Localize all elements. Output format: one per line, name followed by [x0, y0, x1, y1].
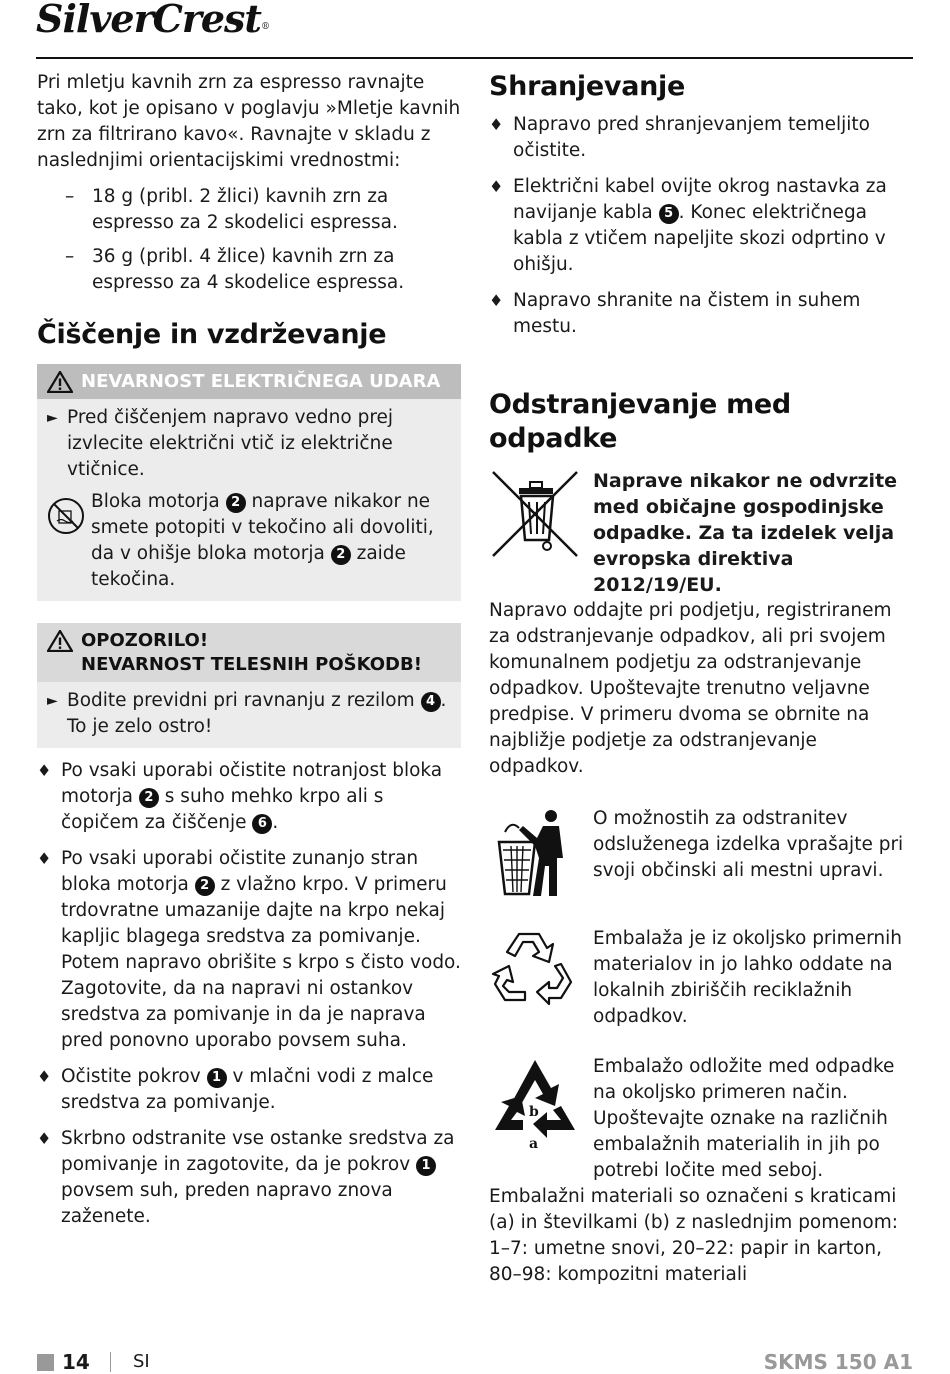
list-item: ► Bodite previdni pri ravnanju z rezilom 4 . To je zelo ostro!	[47, 690, 447, 737]
part-number-badge: 2	[195, 876, 215, 896]
warning-triangle-icon	[47, 630, 73, 652]
list-item: ♦ Skrbno odstranite vse ostanke sredstva za pomivanje in zagotovite, da je pokrov 1 povsem suh, preden napravo znova zaženete.	[37, 1128, 455, 1227]
part-number-badge: 1	[207, 1068, 227, 1088]
crossed-bin-icon	[489, 468, 581, 560]
footer-square-icon	[37, 1354, 54, 1371]
part-number-badge: 4	[421, 692, 441, 712]
recycle-icon	[489, 926, 577, 1006]
disposal-warning: Naprave nikakor ne odvrzite med običajne gospodinjske odpadke. Za ta izdelek velja evropska direktiva 2012/19/EU.	[593, 470, 898, 596]
storage-bullets	[489, 112, 913, 340]
packaging-text: Embalažo odložite med odpadke na okoljsko primeren način. Upoštevajte oznake na različnih embalažnih materialih in jih po potrebi ločite med seboj.	[593, 1056, 895, 1181]
bin-block	[489, 806, 913, 884]
right-column	[489, 70, 913, 1288]
disposal-paragraph: Napravo oddajte pri podjetju, registriranem za odstranjevanje odpadkov, ali pri svojem komunalnem podjetju za odstranjevanje odpadkov. Upoštevajte trenutno veljavne predpise. V primeru dvoma se obrnite na najbližje podjetje za odstranjevanje odpadkov.	[489, 600, 892, 777]
list-item: – 36 g (pribl. 4 žlice) kavnih zrn za espresso za 4 skodelice espressa.	[65, 246, 405, 293]
warning-title-line1: OPOZORILO!	[81, 630, 209, 651]
cleaning-heading: Čiščenje in vzdrževanje	[37, 319, 387, 350]
part-number-badge: 5	[659, 204, 679, 224]
part-number-badge: 2	[226, 493, 246, 513]
materials-paragraph: Embalažni materiali so označeni s kraticami (a) in številkami (b) z naslednjim pomenom: 1–7: umetne snovi, 20–22: papir in karton, 80–98: kompozitni materiali	[489, 1186, 898, 1285]
part-number-badge: 2	[139, 788, 159, 808]
no-immersion-icon	[47, 497, 85, 535]
weee-block	[489, 468, 913, 598]
list-item: ♦ Po vsaki uporabi očistite zunanjo stran bloka motorja 2 z vlažno krpo. V primeru trdovratne umazanije dajte na krpo nekaj kapljic blagega sredstva za pomivanje. Potem napravo obrišite s krpo s čisto vodo. Zagotovite, da na napravi ni ostankov sredstva za pomivanje in da je naprava pred ponovno uporabo povsem suha.	[37, 848, 461, 1051]
warning-title-line2: NEVARNOST TELESNIH POŠKODB!	[81, 654, 422, 675]
list-item: ♦ Napravo pred shranjevanjem temeljito očistite.	[489, 114, 870, 161]
list-item: ♦ Električni kabel ovijte okrog nastavka za navijanje kabla 5 . Konec električnega kabla z vtičem napeljite skozi odprtino v ohišju.	[489, 176, 887, 275]
svg-text:b: b	[529, 1104, 539, 1120]
danger-title: NEVARNOST ELEKTRIČNEGA UDARA	[81, 371, 441, 392]
list-item: ♦ Napravo shranite na čistem in suhem mestu.	[489, 290, 861, 337]
disposal-heading: Odstranjevanje med odpadke	[489, 389, 791, 454]
svg-text:a: a	[529, 1136, 539, 1150]
footer-separator	[110, 1352, 111, 1372]
dash-list	[37, 184, 461, 296]
cleaning-bullets	[37, 758, 461, 1230]
page-footer	[37, 1349, 913, 1374]
intro-paragraph: Pri mletju kavnih zrn za espresso ravnajte tako, kot je opisano v poglavju »Mletje kavnih zrn za filtrirano kavo«. Ravnajte v skladu z naslednjimi orientacijskimi vrednostmi:	[37, 72, 461, 171]
warning-triangle-icon	[47, 371, 73, 393]
model-number: SKMS 150 A1	[763, 1350, 913, 1374]
list-item: – 18 g (pribl. 2 žlici) kavnih zrn za espresso za 2 skodelici espressa.	[65, 186, 398, 233]
part-number-badge: 2	[331, 545, 351, 565]
list-item: ► Pred čiščenjem napravo vedno prej izvlecite električni vtič iz električne vtičnice.	[47, 407, 394, 480]
left-column	[37, 70, 461, 1240]
brand-logo: SilverCrest®	[36, 0, 269, 41]
warning-header	[37, 623, 461, 682]
storage-heading: Shranjevanje	[489, 71, 685, 102]
recycle-text: Embalaža je iz okoljsko primernih materialov in jo lahko oddate na lokalnih zbiriščih reciklažnih odpadkov.	[593, 928, 902, 1027]
list-item: Bloka motorja 2 naprave nikakor ne smete potopiti v tekočino ali dovoliti, da v ohišje bloka motorja 2 zaide tekočina.	[47, 489, 453, 593]
tidyman-icon	[489, 806, 569, 898]
list-item: ♦ Očistite pokrov 1 v mlačni vodi z malce sredstva za pomivanje.	[37, 1066, 434, 1113]
part-number-badge: 1	[416, 1156, 436, 1176]
header-rule	[36, 57, 913, 59]
bin-text: O možnostih za odstranitev odsluženega izdelka vprašajte pri svoji občinski ali mestni upravi.	[593, 808, 904, 881]
part-number-badge: 6	[252, 814, 272, 834]
recycle-block	[489, 926, 913, 1030]
packaging-recycle-icon	[489, 1054, 581, 1150]
page-number: 14	[62, 1350, 90, 1374]
danger-box	[37, 364, 461, 601]
danger-header	[37, 364, 461, 399]
warning-box	[37, 623, 461, 748]
packaging-block	[489, 1054, 913, 1184]
list-item: ♦ Po vsaki uporabi očistite notranjost bloka motorja 2 s suho mehko krpo ali s čopičem za čiščenje 6 .	[37, 760, 443, 833]
language-code: SI	[133, 1351, 150, 1372]
